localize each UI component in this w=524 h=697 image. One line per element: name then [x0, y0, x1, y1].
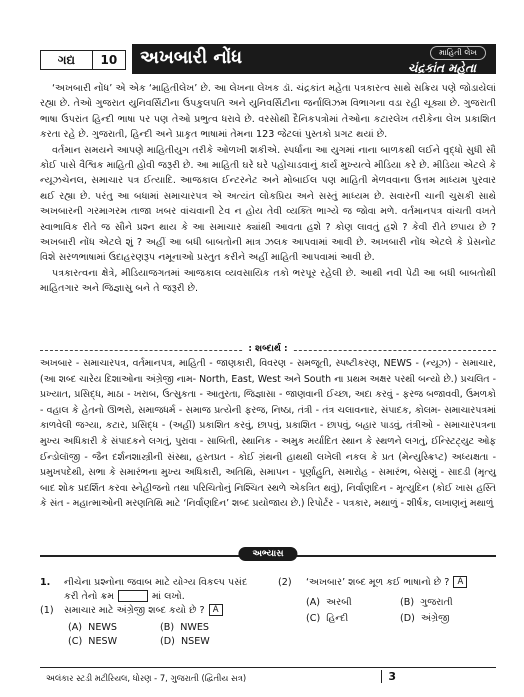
q1-option-d: (D) NSEW	[160, 636, 210, 647]
glossary-text: અખબાર - સમાચારપત્ર, વર્તમાનપત્ર, માહિતી - જાણકારી, વિવરણ - સમજૂતી, સ્પષ્ટીકરણ, NEWS - (ન્યૂઝ) - સમાચાર, (આ શબ્દ ચારેય દિશાઓના અંગ્રેજી નામ- North, East, West અને South ના પ્રથમ અક્ષર પરથી બન્યો છે.) પ્રચલિત - પ્રખ્યાત, પ્રસિદ્ધ, માઠા - ખરાબ, ઉત્સુકતા - આતુરતા, જિજ્ઞાસા - જાણવાની ઈચ્છા, અદા કરવું - ફરજ બજાવવી, ઉમળકો - વહાલ કે હેતનો ઊભરો, સમાજધર્મ - સમાજ પ્રત્યેની ફરજ, નિષ્ઠા, તંત્રી - તંત્ર ચલાવનાર, સંપાદક, કોલમ- સમાચારપત્રમાં કાળવેલી જગ્યા, કટાર, પ્રસિદ્ધ - (અહીં) પ્રકાશિત કરવું, છાપવું, પ્રકાશિત - છાપવું, બહાર પાડવું, તંત્રીઓ - સમાચારપત્રના મુખ્ય અધિકારી કે સંપાદકને લગતું, પુરાવા - સાબિતી, સ્થાનિક - અમુક મર્યાદિત સ્થાન કે સ્થળને લગતું, ઈન્સ્ટિટ્યુટ ઓફ ઈન્ડોલૉજી - જૈન દર્શનશાસ્ત્રીની સંસ્થા, હસ્તપ્રત - કોઈ ગ્રંથની હાથથી લખેલી નકલ કે પ્રત (મેન્યુસ્ક્રિપ્ટ) અધ્યક્ષતા - પ્રમુખપદેથી, સભા કે સમારંભના મુખ્ય અધિકારી, અતિથિ, સમાપન - પૂર્ણાહુતિ, સમારોહ - સમારંભ, બેસણું - સાદડી (મૃત્યુ બાદ શોક પ્રદર્શિત કરવા સ્નેહીજનો તથા પરિચિતોનું નિશ્ચિત સ્થળે એકત્રિત થવું), નિર્વાણદિન - મૃત્યુદિન (કોઈ ખાસ હસ્તિ કે સંત - મહાત્માઓની મરણતિથિ માટે ‘નિર્વાણદિન’ શબ્દ પ્રયોજાય છે.) રિપોર્ટર - પત્રકાર, મથાળું - શીર્ષક, લખાણનું મથાળું	[40, 358, 496, 510]
section-number: 10	[92, 51, 125, 69]
answer-box: A	[453, 576, 467, 588]
q2-option-a: (A) અરબી	[306, 597, 352, 608]
page-number: 3	[381, 670, 396, 683]
q1-option-c: (C) NESW	[68, 636, 118, 647]
genre-tag: માહિતી લેખ	[430, 46, 486, 60]
question-instruction-line1: નીચેના પ્રશ્નોના જવાબ માટે યોગ્ય વિકલ્પ પસંદ	[64, 577, 248, 588]
q2-option-c: (C) હિન્દી	[306, 613, 349, 624]
chapter-title: અખબારી નોંધ	[140, 47, 243, 68]
page-footer	[40, 667, 496, 687]
question-1	[40, 576, 270, 618]
chapter-header	[40, 44, 496, 78]
introduction	[40, 81, 496, 297]
answer-box: A	[209, 604, 223, 616]
question-text: ‘અખબાર’ શબ્દ મૂળ કઈ ભાષાનો છે ?	[306, 577, 450, 588]
paragraph-3: પત્રકારત્વના ક્ષેત્રે, મીડિયાજગતમાં આજકાલ વ્યવસાયિક તકો ભરપૂર રહેલી છે. આથી નવી પેઢી આ બધી બાબતોથી માહિતગાર અને જિજ્ઞાસુ બને તે જરૂરી છે.	[40, 267, 496, 295]
answer-blank	[118, 590, 148, 602]
q2-option-d: (D) અંગ્રેજી	[400, 613, 450, 624]
footer-text: અલંકાર સ્ટડી મટીરિયલ, ધોરણ - 7, ગુજરાતી (દ્વિતીય સત્ર)	[46, 673, 247, 683]
title-bar	[132, 44, 496, 74]
practice-heading: અભ્યાસ	[238, 547, 297, 561]
section-label: ગદ્ય	[57, 52, 76, 67]
question-number: (2)	[278, 577, 292, 588]
q2-option-b: (B) ગુજરાતી	[400, 597, 453, 608]
sub-question-text: સમાચાર માટે અંગ્રેજી શબ્દ કયો છે ?	[64, 605, 205, 616]
q1-option-b: (B) NWES	[160, 622, 210, 633]
author-name: ચંદ્રકાંત મહેતા	[407, 61, 476, 75]
practice-header	[40, 547, 496, 563]
q1-option-a: (A) NEWS	[68, 622, 117, 633]
glossary-heading: : શબ્દાર્થ :	[242, 344, 293, 354]
question-instruction-line2: કરી તેનો ક્રમ માં લખો.	[64, 591, 185, 602]
question-number: 1.	[40, 577, 51, 588]
section-box	[40, 50, 126, 70]
question-2	[278, 576, 498, 590]
glossary-divider	[40, 344, 496, 356]
paragraph-2: વર્તમાન સમયને આપણે માહિતીયુગ તરીકે ઓળખી શકીએ. સ્પર્ધાના આ યુગમાં નાના બાળકથી લઈને વૃદ્ધો સુધી સૌ કોઈ પાસે વૈશ્વિક માહિતી હોવી જરૂરી છે. આ માહિતી ઘરે ઘરે પહોંચાડવાનું કાર્ય મુખ્યત્વે મીડિયા કરે છે. મીડિયા એટલે કે ન્યૂઝચેનલ, સમાચાર પત્ર ઈત્યાદિ. આજકાલ ઈન્ટરનેટ અને મોબાઈલ પણ માહિતી મેળવવાના ઉત્તમ માધ્યમ પુરવાર થઈ રહ્યા છે. પરંતુ આ બધામાં સમાચારપત્ર એ અત્યંત લોકપ્રિય અને સસ્તું માધ્યમ છે. સવારની ચાની ચુસકી સાથે અખબારની ગરમાગરમ તાજા ખબર વાંચવાની ટેવ ન હોય તેવી વ્યક્તિ ભાગ્યે જ જોવા મળે. વર્તમાનપત્ર વાંચતી વખતે સ્વાભાવિક રીતે જ સૌને પ્રશ્ન થાય કે આ સમાચાર ક્યાંથી આવતા હશે ? કોણ લાવતું હશે ? કેવી રીતે છપાય છે ? અખબારી નોંધ એટલે શું ? અહીં આ બધી બાબતોની માત્ર ઝલક આપવામાં આવી છે. અખબારી નોંધ એટલે કે પ્રેસનોટ વિશે સરળભાષામાં ઉદાહરણરૂપ નમૂનાઓ પ્રસ્તુત કરીને અહીં માહિતી આપવામાં આવી છે.	[40, 144, 496, 264]
sub-question-number: (1)	[40, 605, 54, 616]
paragraph-1: ‘અખબારી નોંધ’ એ એક ‘માહિતીલેખ’ છે. આ લેખના લેખક ડૉ. ચંદ્રકાંત મહેતા પત્રકારત્વ સાથે સક્રિય પણે જોડાયેલાં રહ્યા છે. તેઓ ગુજરાત યુનિવર્સિટીના ઉપકુલપતિ અને યુનિવર્સિટીના જર્નાલિઝમ વિભાગના વડા રહી ચૂક્યા છે. ગુજરાતી ભાષા ઉપરાંત હિન્દી ભાષા પર પણ તેઓ પ્રભુત્વ ધરાવે છે. વરસોથી દૈનિકપત્રોમાં તેઓના કટારલેખ તરીકેના લેખ પ્રકાશિત કરતા રહે છે. ગુજરાતી, હિન્દી અને પ્રાકૃત ભાષામાં તેમના 123 જેટલાં પુસ્તકો પ્રગટ થયાં છે.	[40, 83, 496, 141]
